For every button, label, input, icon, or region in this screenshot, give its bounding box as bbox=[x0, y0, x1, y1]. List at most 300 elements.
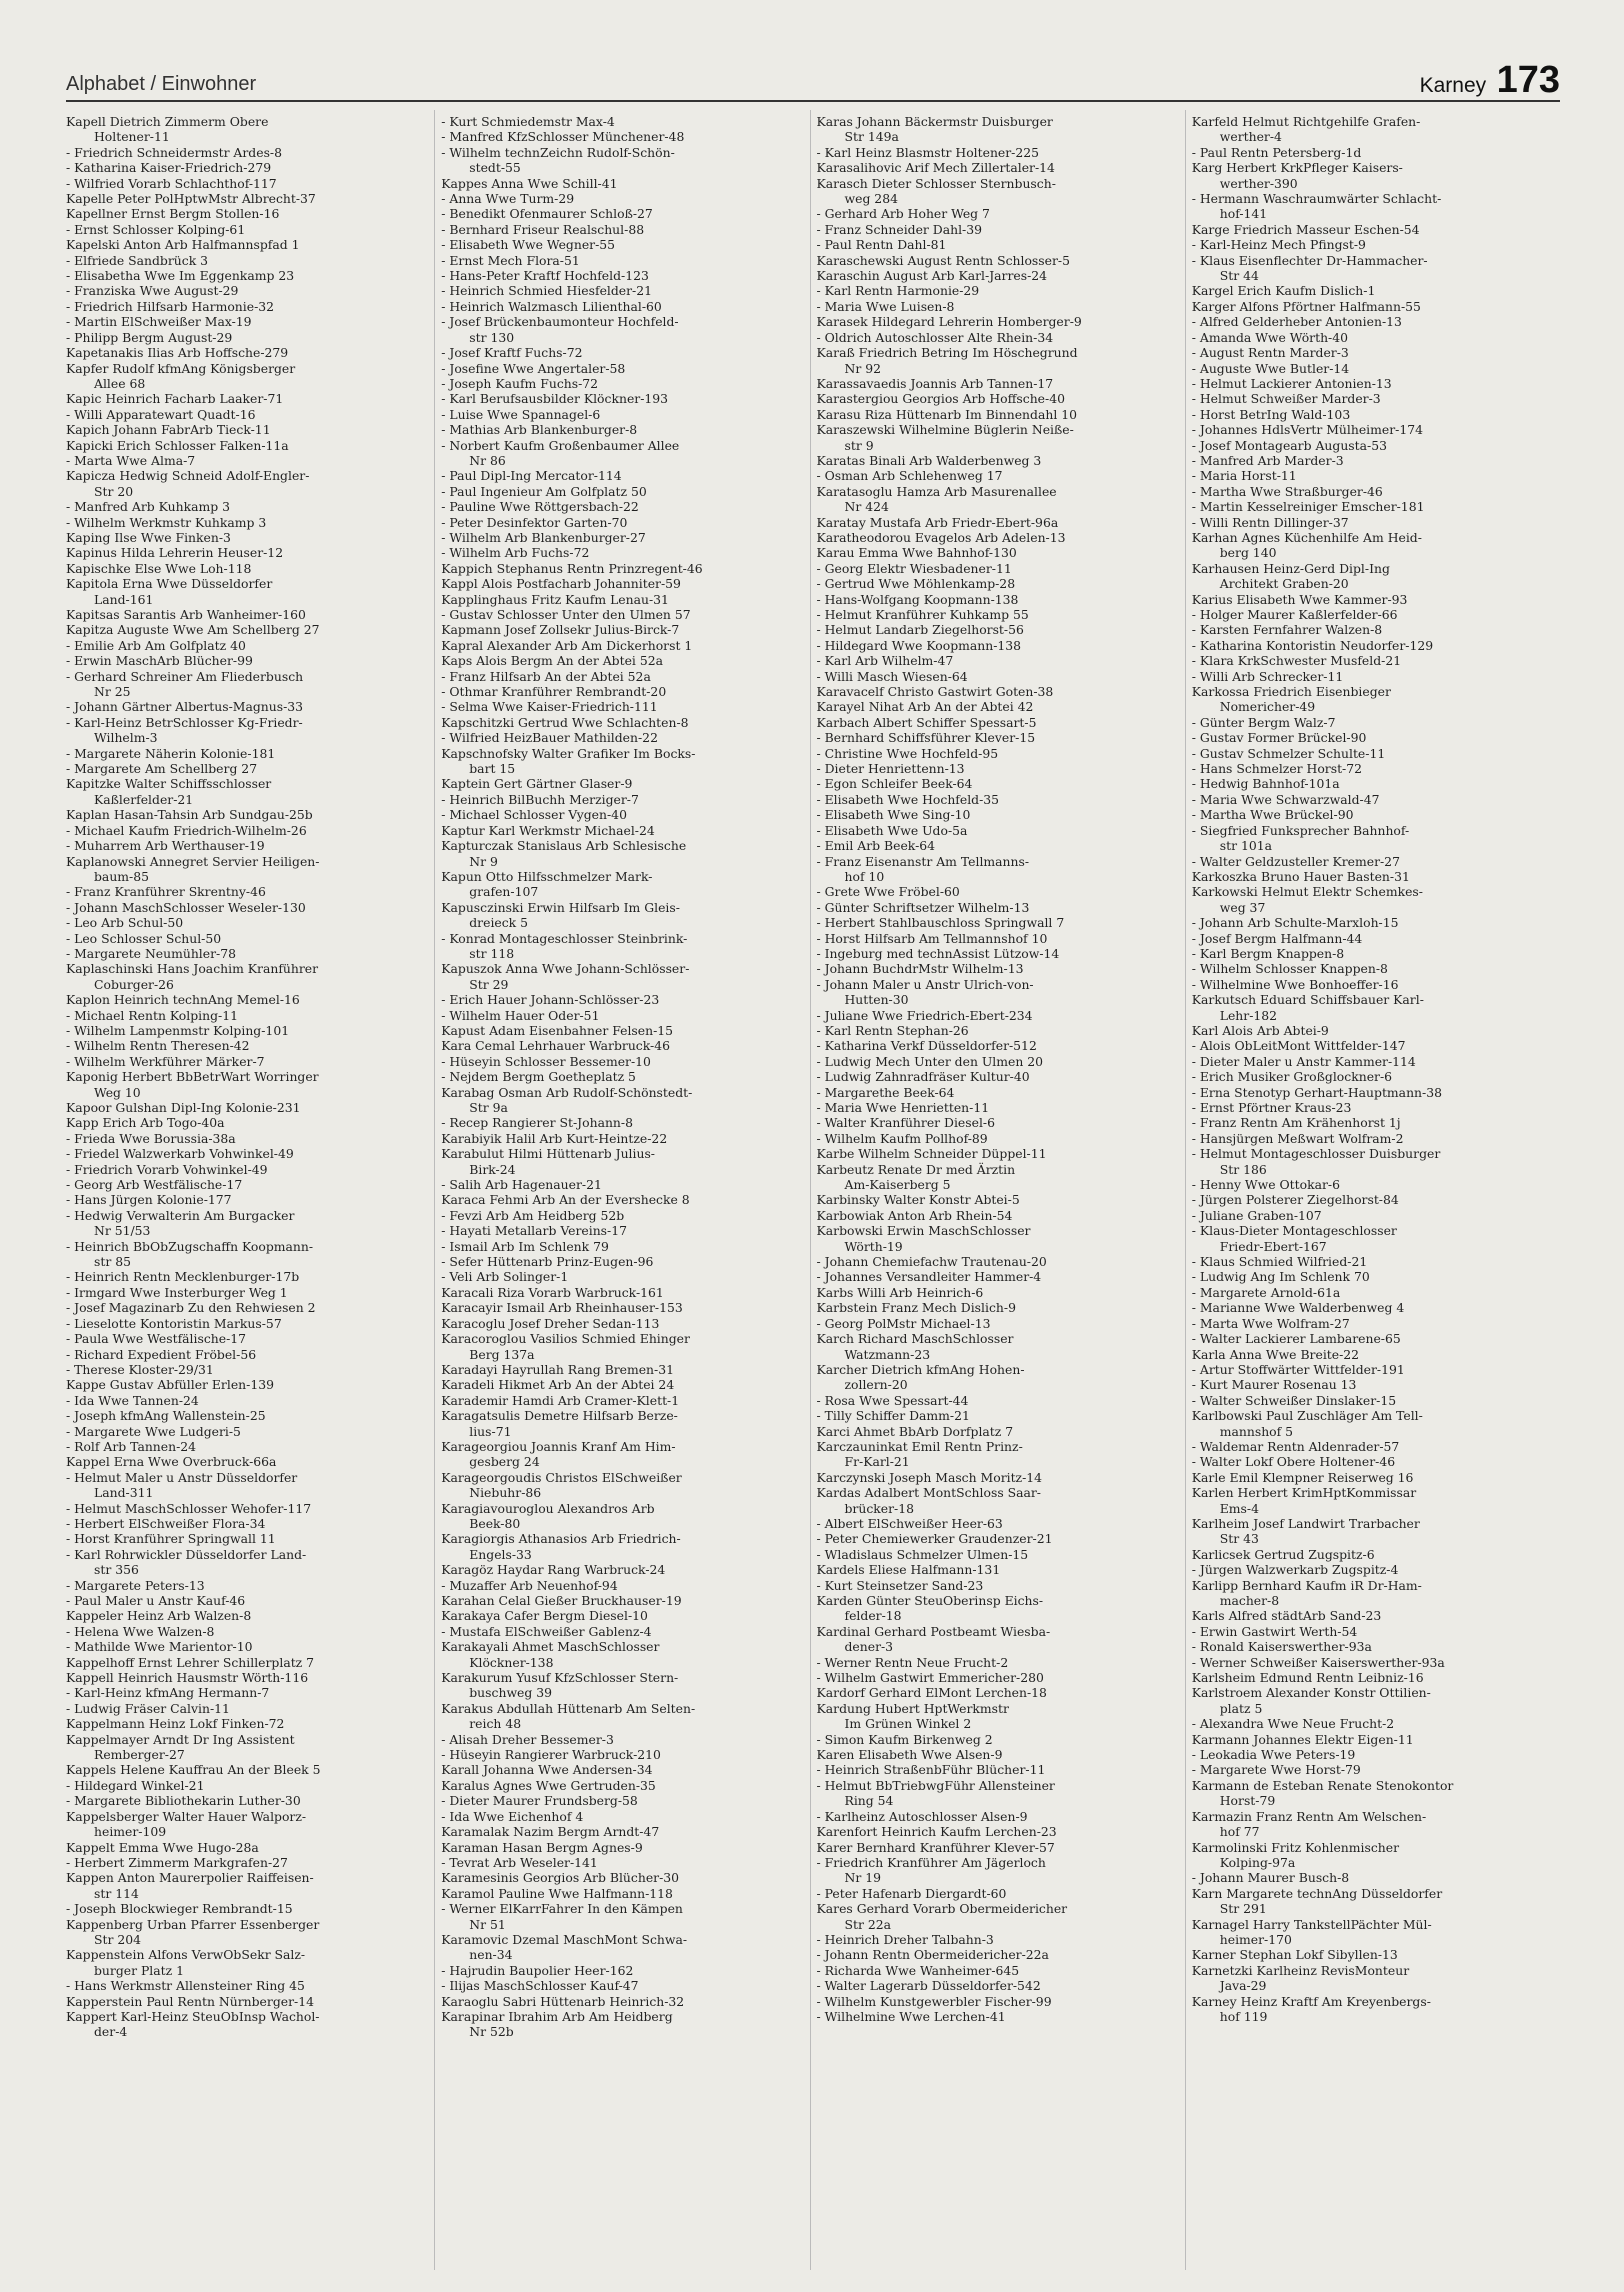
directory-entry-line: Engels-33 bbox=[469, 1546, 532, 1562]
directory-entry-line: Kolping-97a bbox=[1219, 1854, 1296, 1870]
directory-entry-line: - Josef Montagearb Augusta-53 bbox=[1191, 437, 1387, 453]
directory-entry-line: Kappelmayer Arndt Dr Ing Assistent bbox=[66, 1731, 295, 1747]
directory-entry-line: - Marianne Wwe Walderbenweg 4 bbox=[1191, 1300, 1405, 1316]
directory-entry-line: Land-161 bbox=[94, 591, 154, 607]
directory-entry-line: - Helmut BbTriebwgFühr Allensteiner bbox=[816, 1777, 1055, 1793]
directory-entry-line: Kappelt Emma Wwe Hugo-28a bbox=[66, 1839, 259, 1855]
directory-entry-line: - Michael Schlosser Vygen-40 bbox=[441, 807, 627, 823]
directory-entry-line: Karasek Hildegard Lehrerin Homberger-9 bbox=[816, 314, 1082, 330]
directory-entry-line: Karbowski Erwin MaschSchlosser bbox=[816, 1223, 1031, 1239]
directory-entry-line: gesberg 24 bbox=[469, 1454, 540, 1470]
directory-entry-line: - Katharina Kaiser-Friedrich-279 bbox=[66, 160, 272, 176]
directory-entry-line: - Karl Rentn Stephan-26 bbox=[816, 1022, 969, 1038]
directory-entry-line: Karbs Willi Arb Heinrich-6 bbox=[816, 1284, 984, 1300]
directory-entry-line: - Salih Arb Hagenauer-21 bbox=[441, 1177, 602, 1193]
directory-entry-line: - Wilfried HeizBauer Mathilden-22 bbox=[441, 730, 658, 746]
directory-entry-line: Kardorf Gerhard ElMont Lerchen-18 bbox=[816, 1685, 1047, 1701]
directory-entry-line: - Paul Rentn Dahl-81 bbox=[816, 237, 947, 253]
directory-entry-line: - Joseph Blockwieger Rembrandt-15 bbox=[66, 1901, 293, 1917]
directory-entry-line: - Wilhelmine Wwe Lerchen-41 bbox=[816, 2008, 1006, 2024]
directory-entry-line: - Karl Rentn Harmonie-29 bbox=[816, 283, 980, 299]
directory-entry-line: Karkowski Helmut Elektr Schemkes- bbox=[1191, 884, 1423, 900]
directory-entry-line: - Luise Wwe Spannagel-6 bbox=[441, 406, 601, 422]
directory-entry-line: - Klaus Eisenflechter Dr-Hammacher- bbox=[1191, 252, 1428, 268]
directory-entry-line: Karamol Pauline Wwe Halfmann-118 bbox=[441, 1885, 673, 1901]
directory-entry-line: str 85 bbox=[94, 1254, 131, 1270]
directory-entry-line: Horst-79 bbox=[1219, 1793, 1276, 1809]
directory-entry-line: Karbe Wilhelm Schneider Düppel-11 bbox=[816, 1146, 1047, 1162]
directory-entry-line: hof 10 bbox=[844, 868, 885, 884]
directory-entry-line: - August Rentn Marder-3 bbox=[1191, 345, 1349, 361]
directory-entry-line: - Alfred Gelderheber Antonien-13 bbox=[1191, 314, 1402, 330]
directory-entry-line: Remberger-27 bbox=[94, 1747, 185, 1763]
directory-entry-line: - Johann Rentn Obermeidericher-22a bbox=[816, 1947, 1049, 1963]
directory-entry-line: - Margarete Peters-13 bbox=[66, 1577, 205, 1593]
directory-entry-line: Kapfer Rudolf kfmAng Königsberger bbox=[66, 360, 296, 376]
directory-entry-line: Karatay Mustafa Arb Friedr-Ebert-96a bbox=[816, 514, 1059, 530]
directory-entry-line: - Wilhelm Gastwirt Emmericher-280 bbox=[816, 1670, 1044, 1686]
directory-entry-line: - Maria Horst-11 bbox=[1191, 468, 1297, 484]
directory-entry-line: - Hildegard Winkel-21 bbox=[66, 1777, 205, 1793]
directory-entry-line: Karger Alfons Pförtner Halfmann-55 bbox=[1191, 298, 1421, 314]
directory-entry-line: - Wilfried Vorarb Schlachthof-117 bbox=[66, 175, 277, 191]
directory-entry-line: Kapun Otto Hilfsschmelzer Mark- bbox=[441, 868, 653, 884]
directory-entry-line: Str 20 bbox=[94, 483, 134, 499]
directory-entry-line: - Ingeburg med technAssist Lützow-14 bbox=[816, 945, 1060, 961]
directory-entry-line: Karbinsky Walter Konstr Abtei-5 bbox=[816, 1192, 1020, 1208]
directory-entry-line: Karageorgoudis Christos ElSchweißer bbox=[441, 1469, 682, 1485]
directory-entry-line: Karaszewski Wilhelmine Büglerin Neiße- bbox=[816, 422, 1074, 438]
directory-columns bbox=[66, 110, 1560, 2270]
directory-entry-line: - Amanda Wwe Wörth-40 bbox=[1191, 329, 1348, 345]
directory-entry-line: werther-4 bbox=[1219, 129, 1282, 145]
directory-entry-line: - Ismail Arb Im Schlenk 79 bbox=[441, 1238, 609, 1254]
directory-entry-line: Karfeld Helmut Richtgehilfe Grafen- bbox=[1191, 114, 1421, 129]
directory-entry-line: - Josef Brückenbaumonteur Hochfeld- bbox=[441, 314, 679, 330]
directory-entry-line: Kappes Anna Wwe Schill-41 bbox=[441, 175, 618, 191]
directory-entry-line: Ring 54 bbox=[844, 1793, 894, 1809]
directory-entry-line: - Wilhelm Hauer Oder-51 bbox=[441, 1007, 600, 1023]
directory-entry-line: - Heinrich BilBuchh Merziger-7 bbox=[441, 791, 639, 807]
directory-entry-line: str 118 bbox=[469, 945, 515, 961]
directory-entry-line: Karlipp Bernhard Kaufm iR Dr-Ham- bbox=[1191, 1577, 1422, 1593]
directory-entry-line: hof-141 bbox=[1219, 206, 1268, 222]
directory-entry-line: Kappelhoff Ernst Lehrer Schillerplatz 7 bbox=[66, 1654, 315, 1670]
directory-entry-line: - Paul Ingenieur Am Golfplatz 50 bbox=[441, 483, 647, 499]
directory-entry-line: Kapetanakis Ilias Arb Hoffsche-279 bbox=[66, 345, 289, 361]
directory-entry-line: Karapinar Ibrahim Arb Am Heidberg bbox=[441, 2008, 673, 2024]
directory-entry-line: Kapicza Hedwig Schneid Adolf-Engler- bbox=[66, 468, 310, 484]
directory-entry-line: stedt-55 bbox=[469, 160, 521, 176]
directory-entry-line: - Konrad Montageschlosser Steinbrink- bbox=[441, 930, 688, 946]
directory-entry-line: - Nejdem Bergm Goetheplatz 5 bbox=[441, 1069, 636, 1085]
directory-entry-line: - Mustafa ElSchweißer Gablenz-4 bbox=[441, 1623, 652, 1639]
directory-entry-line: Karaschewski August Rentn Schlosser-5 bbox=[816, 252, 1070, 268]
directory-entry-line: - Alisah Dreher Bessemer-3 bbox=[441, 1731, 614, 1747]
directory-entry-line: - Katharina Kontoristin Neudorfer-129 bbox=[1191, 637, 1434, 653]
directory-entry-line: heimer-109 bbox=[94, 1824, 167, 1840]
directory-entry-line: Karczynski Joseph Masch Moritz-14 bbox=[816, 1469, 1043, 1485]
directory-entry-line: - Margarete Wwe Ludgeri-5 bbox=[66, 1423, 241, 1439]
directory-entry-line: Karczauninkat Emil Rentn Prinz- bbox=[816, 1438, 1023, 1454]
directory-entry-line: - Friedrich Hilfsarb Harmonie-32 bbox=[66, 298, 275, 314]
directory-entry-line: - Franz Rentn Am Krähenhorst 1j bbox=[1191, 1115, 1401, 1131]
directory-entry-line: Karkutsch Eduard Schiffsbauer Karl- bbox=[1191, 992, 1424, 1008]
directory-entry-line: - Paul Maler u Anstr Kauf-46 bbox=[66, 1593, 246, 1608]
directory-entry-line: Kappels Helene Kauffrau An der Bleek 5 bbox=[66, 1762, 321, 1778]
directory-entry-line: - Grete Wwe Fröbel-60 bbox=[816, 884, 960, 900]
directory-entry-line: Karkoszka Bruno Hauer Basten-31 bbox=[1191, 868, 1410, 884]
directory-entry-line: - Walter Lackierer Lambarene-65 bbox=[1191, 1331, 1401, 1347]
directory-entry-line: - Walter Lagerarb Düsseldorfer-542 bbox=[816, 1978, 1041, 1994]
directory-entry-line: - Elisabeth Wwe Wegner-55 bbox=[441, 237, 616, 253]
directory-entry-line: - Norbert Kaufm Großenbaumer Allee bbox=[441, 437, 680, 453]
directory-entry-line: Kaponig Herbert BbBetrWart Worringer bbox=[66, 1069, 319, 1085]
directory-entry-line: Kapturczak Stanislaus Arb Schlesische bbox=[441, 838, 687, 854]
directory-entry-line: - Erich Musiker Großglockner-6 bbox=[1191, 1069, 1393, 1085]
directory-entry-line: - Ludwig Fräser Calvin-11 bbox=[66, 1700, 230, 1716]
directory-entry-line: Karls Alfred städtArb Sand-23 bbox=[1191, 1608, 1382, 1624]
directory-entry-line: Kapinus Hilda Lehrerin Heuser-12 bbox=[66, 545, 284, 561]
directory-entry-line: - Herbert ElSchweißer Flora-34 bbox=[66, 1515, 266, 1531]
directory-entry-line: Karageorgiou Joannis Kranf Am Him- bbox=[441, 1438, 676, 1454]
directory-entry-line: Wörth-19 bbox=[844, 1238, 903, 1254]
directory-entry-line: Karden Günter SteuOberinsp Eichs- bbox=[816, 1593, 1044, 1608]
directory-entry-line: - Recep Rangierer St-Johann-8 bbox=[441, 1115, 633, 1131]
directory-entry-line: Nomericher-49 bbox=[1219, 699, 1316, 715]
directory-entry-line: - Henny Wwe Ottokar-6 bbox=[1191, 1177, 1340, 1193]
directory-entry-line: Karnagel Harry TankstellPächter Mül- bbox=[1191, 1916, 1432, 1932]
directory-entry-line: - Horst BetrIng Wald-103 bbox=[1191, 406, 1351, 422]
directory-entry-line: - Bernhard Friseur Realschul-88 bbox=[441, 221, 645, 237]
directory-entry-line: - Karl Rohrwickler Düsseldorfer Land- bbox=[66, 1546, 307, 1562]
directory-entry-line: Str 186 bbox=[1219, 1161, 1267, 1177]
directory-entry-line: - Peter Desinfektor Garten-70 bbox=[441, 514, 628, 530]
directory-entry-line: Am-Kaiserberg 5 bbox=[844, 1177, 951, 1193]
directory-entry-line: - Rosa Wwe Spessart-44 bbox=[816, 1392, 969, 1408]
directory-entry-line: - Karl Arb Wilhelm-47 bbox=[816, 653, 954, 669]
directory-entry-line: Nr 19 bbox=[844, 1870, 881, 1886]
directory-entry-line: - Elisabeth Wwe Hochfeld-35 bbox=[816, 791, 1000, 807]
column-3 bbox=[810, 110, 1185, 2270]
directory-entry-line: - Willi Masch Wiesen-64 bbox=[816, 668, 968, 684]
directory-entry-line: zollern-20 bbox=[844, 1377, 908, 1393]
directory-entry-line: - Maria Wwe Schwarzwald-47 bbox=[1191, 791, 1380, 807]
directory-entry-line: Karius Elisabeth Wwe Kammer-93 bbox=[1191, 591, 1408, 607]
directory-entry-line: - Paul Dipl-Ing Mercator-114 bbox=[441, 468, 622, 484]
directory-entry-line: Karagöz Haydar Rang Warbruck-24 bbox=[441, 1562, 666, 1578]
directory-entry-line: nen-34 bbox=[469, 1947, 513, 1963]
directory-entry-line: - Hedwig Verwalterin Am Burgacker bbox=[66, 1207, 295, 1223]
directory-entry-line: Karlen Herbert KrimHptKommissar bbox=[1191, 1485, 1417, 1501]
directory-entry-line: Kappl Alois Postfacharb Johanniter-59 bbox=[441, 576, 681, 592]
directory-entry-line: Karacoglu Josef Dreher Sedan-113 bbox=[441, 1315, 660, 1331]
directory-entry-line: dener-3 bbox=[844, 1639, 894, 1655]
directory-entry-line: Kappel Erna Wwe Overbruck-66a bbox=[66, 1454, 277, 1470]
directory-entry-line: Kaßlerfelder-21 bbox=[94, 791, 194, 807]
directory-entry-line: Kaplan Hasan-Tahsin Arb Sundgau-25b bbox=[66, 807, 313, 823]
directory-entry-line: - Heinrich Dreher Talbahn-3 bbox=[816, 1931, 994, 1947]
directory-entry-line: - Ronald Kaiserswerther-93a bbox=[1191, 1639, 1372, 1655]
directory-entry-line: - Holger Maurer Kaßlerfelder-66 bbox=[1191, 607, 1398, 622]
directory-entry-line: Klöckner-138 bbox=[469, 1654, 554, 1670]
directory-entry-line: - Peter Chemiewerker Graudenzer-21 bbox=[816, 1531, 1053, 1547]
directory-entry-line: grafen-107 bbox=[469, 884, 539, 900]
directory-entry-line: - Wilhelm Kaufm Pollhof-89 bbox=[816, 1130, 988, 1146]
directory-entry-line: - Walter Kranführer Diesel-6 bbox=[816, 1115, 995, 1131]
directory-entry-line: Kapelski Anton Arb Halfmannspfad 1 bbox=[66, 237, 300, 253]
directory-entry-line: Kappell Heinrich Hausmstr Wörth-116 bbox=[66, 1670, 309, 1686]
directory-entry-line: - Tilly Schiffer Damm-21 bbox=[816, 1408, 970, 1424]
directory-entry-line: Karadayi Hayrullah Rang Bremen-31 bbox=[441, 1361, 674, 1377]
directory-entry-line: Karn Margarete technAng Düsseldorfer bbox=[1191, 1885, 1443, 1901]
directory-entry-line: - Kurt Maurer Rosenau 13 bbox=[1191, 1377, 1357, 1393]
directory-entry-line: - Josefine Wwe Angertaler-58 bbox=[441, 360, 626, 376]
directory-entry-line: Kappenberg Urban Pfarrer Essenberger bbox=[66, 1916, 320, 1932]
directory-entry-line: - Hajrudin Baupolier Heer-162 bbox=[441, 1962, 634, 1978]
directory-entry-line: Str 149a bbox=[844, 129, 899, 145]
directory-entry-line: Karassavaedis Joannis Arb Tannen-17 bbox=[816, 375, 1054, 391]
directory-entry-line: - Johann Maurer Busch-8 bbox=[1191, 1870, 1350, 1886]
directory-entry-line: Karamovic Dzemal MaschMont Schwa- bbox=[441, 1931, 688, 1947]
directory-entry-line: Karasch Dieter Schlosser Sternbusch- bbox=[816, 175, 1056, 191]
directory-entry-line: Karaman Hasan Bergm Agnes-9 bbox=[441, 1839, 643, 1855]
directory-entry-line: Karmazin Franz Rentn Am Welschen- bbox=[1191, 1808, 1427, 1824]
directory-entry-line: Kapschnofsky Walter Grafiker Im Bocks- bbox=[441, 745, 696, 761]
directory-entry-line: - Johannes HdlsVertr Mülheimer-174 bbox=[1191, 422, 1423, 438]
directory-entry-line: Kappelmann Heinz Lokf Finken-72 bbox=[66, 1716, 285, 1732]
directory-entry-line: - Gerhard Schreiner Am Fliederbusch bbox=[66, 668, 304, 684]
directory-entry-line: - Margarete Neumühler-78 bbox=[66, 945, 236, 961]
directory-entry-line: Karla Anna Wwe Breite-22 bbox=[1191, 1346, 1360, 1362]
directory-entry-line: - Erna Stenotyp Gerhart-Hauptmann-38 bbox=[1191, 1084, 1442, 1100]
directory-entry-line: str 101a bbox=[1219, 838, 1272, 854]
directory-entry-line: - Maria Wwe Henrietten-11 bbox=[816, 1100, 990, 1115]
directory-entry-line: berg 140 bbox=[1219, 545, 1277, 561]
directory-entry-line: str 356 bbox=[94, 1562, 139, 1578]
directory-entry-line: Karlbowski Paul Zuschläger Am Tell- bbox=[1191, 1408, 1423, 1424]
directory-entry-line: - Walter Lokf Obere Holtener-46 bbox=[1191, 1454, 1396, 1470]
directory-entry-line: - Gustav Schmelzer Schulte-11 bbox=[1191, 745, 1386, 761]
directory-entry-line: Karakurum Yusuf KfzSchlosser Stern- bbox=[441, 1670, 679, 1686]
directory-entry-line: - Willi Apparatewart Quadt-16 bbox=[66, 406, 256, 422]
directory-entry-line: - Günter Schriftsetzer Wilhelm-13 bbox=[816, 899, 1030, 915]
column-1 bbox=[66, 110, 434, 2270]
directory-entry-line: - Ernst Mech Flora-51 bbox=[441, 252, 580, 268]
directory-entry-line: Kapitola Erna Wwe Düsseldorfer bbox=[66, 576, 273, 592]
directory-entry-line: - Karl-Heinz Mech Pfingst-9 bbox=[1191, 237, 1366, 253]
directory-entry-line: - Ludwig Ang Im Schlenk 70 bbox=[1191, 1269, 1370, 1285]
directory-entry-line: - Juliane Wwe Friedrich-Ebert-234 bbox=[816, 1007, 1033, 1023]
directory-entry-line: - Margarete Arnold-61a bbox=[1191, 1284, 1341, 1300]
directory-entry-line: Kapust Adam Eisenbahner Felsen-15 bbox=[441, 1022, 674, 1038]
directory-entry-line: - Willi Arb Schrecker-11 bbox=[1191, 668, 1344, 684]
directory-entry-line: - Elisabetha Wwe Im Eggenkamp 23 bbox=[66, 268, 295, 284]
directory-entry-line: Karkossa Friedrich Eisenbieger bbox=[1191, 684, 1391, 700]
directory-entry-line: - Juliane Graben-107 bbox=[1191, 1207, 1322, 1223]
directory-entry-line: Kardinal Gerhard Postbeamt Wiesba- bbox=[816, 1623, 1051, 1639]
directory-entry-line: Nr 424 bbox=[844, 499, 889, 515]
directory-entry-line: Kapich Johann FabrArb Tieck-11 bbox=[66, 422, 271, 438]
directory-entry-line: - Joseph Kaufm Fuchs-72 bbox=[441, 375, 599, 391]
directory-entry-line: - Heinrich Schmied Hiesfelder-21 bbox=[441, 283, 653, 299]
directory-entry-line: Str 9a bbox=[469, 1100, 508, 1115]
directory-entry-line: Friedr-Ebert-167 bbox=[1219, 1238, 1327, 1254]
directory-entry-line: Birk-24 bbox=[469, 1161, 516, 1177]
directory-entry-line: - Helmut Maler u Anstr Düsseldorfer bbox=[66, 1469, 298, 1485]
directory-entry-line: - Erwin Gastwirt Werth-54 bbox=[1191, 1623, 1358, 1639]
directory-entry-line: platz 5 bbox=[1219, 1700, 1263, 1716]
directory-entry-line: - Hans-Peter Kraftf Hochfeld-123 bbox=[441, 268, 649, 284]
directory-entry-line: mannshof 5 bbox=[1219, 1423, 1294, 1439]
directory-entry-line: Coburger-26 bbox=[94, 976, 174, 992]
directory-entry-line: - Benedikt Ofenmaurer Schloß-27 bbox=[441, 206, 653, 222]
directory-entry-line: - Klara KrkSchwester Musfeld-21 bbox=[1191, 653, 1402, 669]
directory-entry-line: Kaptur Karl Werkmstr Michael-24 bbox=[441, 822, 655, 838]
directory-entry-line: - Richarda Wwe Wanheimer-645 bbox=[816, 1962, 1020, 1978]
directory-entry-line: burger Platz 1 bbox=[94, 1962, 184, 1978]
directory-entry-line: - Hildegard Wwe Koopmann-138 bbox=[816, 637, 1022, 653]
directory-entry-line: - Erwin MaschArb Blücher-99 bbox=[66, 653, 253, 669]
directory-entry-line: Karge Friedrich Masseur Eschen-54 bbox=[1191, 221, 1420, 237]
directory-entry-line: dreieck 5 bbox=[469, 915, 529, 931]
directory-entry-line: - Herbert Stahlbauschloss Springwall 7 bbox=[816, 915, 1065, 931]
directory-entry-line: - Karl Bergm Knappen-8 bbox=[1191, 945, 1345, 961]
directory-entry-line: Str 29 bbox=[469, 976, 509, 992]
directory-entry-line: str 9 bbox=[844, 437, 874, 453]
directory-entry-line: Karasu Riza Hüttenarb Im Binnendahl 10 bbox=[816, 406, 1078, 422]
directory-entry-line: Kapp Erich Arb Togo-40a bbox=[66, 1115, 225, 1131]
column-4 bbox=[1185, 110, 1560, 2270]
directory-entry-line: Karau Emma Wwe Bahnhof-130 bbox=[816, 545, 1017, 561]
directory-entry-line: - Klaus-Dieter Montageschlosser bbox=[1191, 1223, 1397, 1239]
directory-entry-line: Beek-80 bbox=[469, 1515, 521, 1531]
directory-entry-line: Kapellner Ernst Bergm Stollen-16 bbox=[66, 206, 280, 222]
directory-entry-line: - Philipp Bergm August-29 bbox=[66, 329, 233, 345]
directory-entry-line: - Friedrich Schneidermstr Ardes-8 bbox=[66, 144, 283, 160]
directory-entry-line: werther-390 bbox=[1219, 175, 1298, 191]
directory-entry-line: - Werner Schweißer Kaiserswerther-93a bbox=[1191, 1654, 1445, 1670]
directory-entry-line: Karaschin August Arb Karl-Jarres-24 bbox=[816, 268, 1048, 284]
directory-entry-line: Kappe Gustav Abfüller Erlen-139 bbox=[66, 1377, 274, 1393]
directory-entry-line: Karlheim Josef Landwirt Trarbacher bbox=[1191, 1515, 1420, 1531]
directory-entry-line: - Paula Wwe Westfälische-17 bbox=[66, 1331, 247, 1347]
directory-entry-line: felder-18 bbox=[844, 1608, 902, 1624]
directory-entry-line: Karbeutz Renate Dr med Ärztin bbox=[816, 1161, 1016, 1177]
directory-entry-line: hof 119 bbox=[1219, 2008, 1268, 2024]
directory-entry-line: - Dieter Maurer Frundsberg-58 bbox=[441, 1793, 638, 1809]
directory-entry-line: - Wilhelmine Wwe Bonhoeffer-16 bbox=[1191, 976, 1399, 992]
directory-entry-line: - Richard Expedient Fröbel-56 bbox=[66, 1346, 257, 1362]
directory-entry-line: Lehr-182 bbox=[1219, 1007, 1278, 1023]
directory-entry-line: - Egon Schleifer Beek-64 bbox=[816, 776, 973, 792]
directory-entry-line: - Tevrat Arb Weseler-141 bbox=[441, 1854, 598, 1870]
directory-entry-line: Karer Bernhard Kranführer Klever-57 bbox=[816, 1839, 1055, 1855]
directory-entry-line: - Osman Arb Schlehenweg 17 bbox=[816, 468, 1003, 484]
directory-entry-line: - Frieda Wwe Borussia-38a bbox=[66, 1130, 236, 1146]
directory-entry-line: - Josef Bergm Halfmann-44 bbox=[1191, 930, 1363, 946]
directory-entry-line: - Günter Bergm Walz-7 bbox=[1191, 714, 1336, 730]
directory-entry-line: - Hermann Waschraumwärter Schlacht- bbox=[1191, 191, 1442, 207]
directory-entry-line: - Martin ElSchweißer Max-19 bbox=[66, 314, 252, 330]
directory-entry-line: Karakayali Ahmet MaschSchlosser bbox=[441, 1639, 660, 1655]
page-keyword-and-number bbox=[1420, 59, 1560, 102]
directory-entry-line: - Michael Rentn Kolping-11 bbox=[66, 1007, 238, 1023]
directory-entry-line: - Horst Hilfsarb Am Tellmannshof 10 bbox=[816, 930, 1048, 946]
directory-entry-line: - Friedrich Kranführer Am Jägerloch bbox=[816, 1854, 1046, 1870]
directory-entry-line: - Hans Werkmstr Allensteiner Ring 45 bbox=[66, 1978, 305, 1994]
directory-entry-line: Karbowiak Anton Arb Rhein-54 bbox=[816, 1207, 1013, 1223]
directory-entry-line: Karatheodorou Evagelos Arb Adelen-13 bbox=[816, 529, 1066, 545]
directory-entry-line: Kaptein Gert Gärtner Glaser-9 bbox=[441, 776, 633, 792]
directory-entry-line: - Franziska Wwe August-29 bbox=[66, 283, 239, 299]
directory-entry-line: Kappenstein Alfons VerwObSekr Salz- bbox=[66, 1947, 306, 1963]
directory-entry-line: - Leo Arb Schul-50 bbox=[66, 915, 184, 931]
directory-entry-line: Str 44 bbox=[1219, 268, 1259, 284]
directory-entry-line: Hutten-30 bbox=[844, 992, 909, 1008]
directory-entry-line: Allee 68 bbox=[94, 375, 146, 391]
directory-entry-line: - Hayati Metallarb Vereins-17 bbox=[441, 1223, 627, 1239]
directory-entry-line: - Willi Rentn Dillinger-37 bbox=[1191, 514, 1349, 530]
directory-entry-line: Kaps Alois Bergm An der Abtei 52a bbox=[441, 653, 663, 669]
directory-entry-line: - Karsten Fernfahrer Walzen-8 bbox=[1191, 622, 1383, 638]
directory-entry-line: Karhausen Heinz-Gerd Dipl-Ing bbox=[1191, 560, 1390, 576]
directory-entry-line: brücker-18 bbox=[844, 1500, 914, 1516]
directory-entry-line: Kapelle Peter PolHptwMstr Albrecht-37 bbox=[66, 191, 316, 207]
page-header bbox=[66, 59, 1560, 102]
directory-entry-line: Kapischke Else Wwe Loh-118 bbox=[66, 560, 252, 576]
directory-entry-line: - Jürgen Walzwerkarb Zugspitz-4 bbox=[1191, 1562, 1399, 1578]
directory-entry-line: Kappich Stephanus Rentn Prinzregent-46 bbox=[441, 560, 703, 576]
directory-entry-line: - Irmgard Wwe Insterburger Weg 1 bbox=[66, 1284, 288, 1300]
directory-entry-line: - Paul Rentn Petersberg-1d bbox=[1191, 144, 1362, 160]
directory-entry-line: - Manfred KfzSchlosser Münchener-48 bbox=[441, 129, 685, 145]
directory-entry-line: Kapplinghaus Fritz Kaufm Lenau-31 bbox=[441, 591, 669, 607]
directory-entry-line: - Margarete Wwe Horst-79 bbox=[1191, 1762, 1361, 1778]
directory-entry-line: - Margarete Bibliothekarin Luther-30 bbox=[66, 1793, 301, 1809]
directory-entry-line: Karavacelf Christo Gastwirt Goten-38 bbox=[816, 684, 1054, 700]
directory-entry-line: - Hans Jürgen Kolonie-177 bbox=[66, 1192, 232, 1208]
directory-entry-line: Karabiyik Halil Arb Kurt-Heintze-22 bbox=[441, 1130, 668, 1146]
directory-entry-line: Watzmann-23 bbox=[844, 1346, 931, 1362]
directory-entry-line: Karle Emil Klempner Reiserweg 16 bbox=[1191, 1469, 1414, 1485]
directory-entry-line: Kardels Eliese Halfmann-131 bbox=[816, 1562, 1001, 1578]
directory-entry-line: Kappert Karl-Heinz SteuObInsp Wachol- bbox=[66, 2008, 320, 2024]
directory-entry-line: - Mathias Arb Blankenburger-8 bbox=[441, 422, 638, 438]
directory-entry-line: - Wilhelm Rentn Theresen-42 bbox=[66, 1038, 250, 1054]
directory-entry-line: reich 48 bbox=[469, 1716, 522, 1732]
directory-entry-line: - Karl-Heinz BetrSchlosser Kg-Friedr- bbox=[66, 714, 303, 730]
directory-entry-line: Karmolinski Fritz Kohlenmischer bbox=[1191, 1839, 1400, 1855]
directory-entry-line: - Johann Gärtner Albertus-Magnus-33 bbox=[66, 699, 304, 715]
directory-entry-line: - Pauline Wwe Röttgersbach-22 bbox=[441, 499, 639, 515]
directory-entry-line: - Georg PolMstr Michael-13 bbox=[816, 1315, 991, 1331]
directory-entry-line: Kappelsberger Walter Hauer Walporz- bbox=[66, 1808, 307, 1824]
directory-entry-line: - Muharrem Arb Werthauser-19 bbox=[66, 838, 265, 854]
directory-entry-line: - Anna Wwe Turm-29 bbox=[441, 191, 575, 207]
directory-entry-line: - Helmut MaschSchlosser Wehofer-117 bbox=[66, 1500, 312, 1516]
directory-entry-line: Nr 92 bbox=[844, 360, 881, 376]
directory-entry-line: - Helmut Landarb Ziegelhorst-56 bbox=[816, 622, 1024, 638]
directory-entry-line: - Franz Eisenanstr Am Tellmanns- bbox=[816, 853, 1030, 869]
directory-entry-line: - Emilie Arb Am Golfplatz 40 bbox=[66, 637, 246, 653]
directory-entry-line: Karen Elisabeth Wwe Alsen-9 bbox=[816, 1747, 1003, 1763]
directory-entry-line: - Johannes Versandleiter Hammer-4 bbox=[816, 1269, 1042, 1285]
directory-entry-line: Kaplon Heinrich technAng Memel-16 bbox=[66, 992, 300, 1008]
directory-entry-line: - Wilhelm Werkmstr Kuhkamp 3 bbox=[66, 514, 267, 530]
directory-entry-line: - Gertrud Wwe Möhlenkamp-28 bbox=[816, 576, 1016, 592]
directory-entry-line: - Johann Arb Schulte-Marxloh-15 bbox=[1191, 915, 1399, 931]
